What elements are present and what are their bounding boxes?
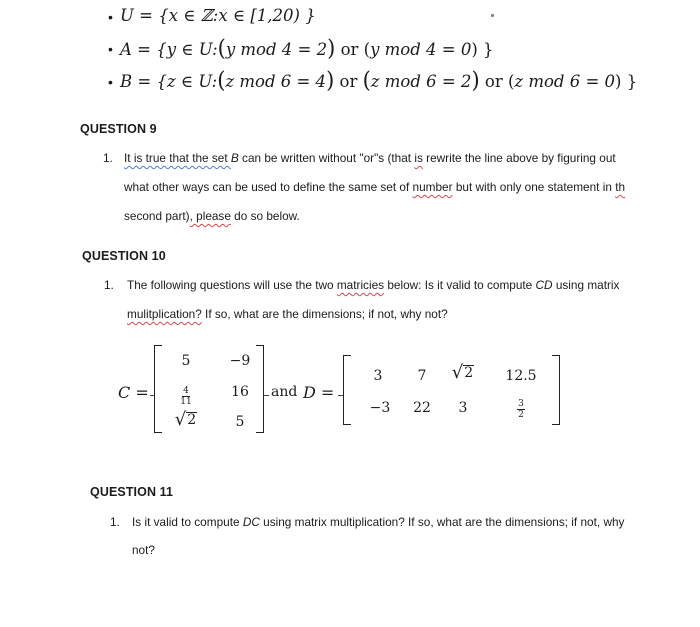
set-b-suffix: }: [626, 72, 638, 91]
matrix-d-label: D =: [303, 383, 335, 402]
set-b-definition: B = {z ∈ U:(z mod 6 = 4) or (z mod 6 = 2) or (z mod 6 = 0) }: [120, 67, 638, 93]
set-b-cond2: z mod 6 = 2: [370, 72, 472, 91]
matrix-c-cell: 16: [231, 384, 249, 400]
hook-line: [264, 395, 269, 396]
stray-dot: [491, 14, 494, 17]
matrix-d-cell: [501, 394, 541, 420]
matrix-d-cell: 12.5: [505, 368, 537, 384]
question11-number: 1.: [110, 515, 120, 529]
bullet: •: [108, 9, 113, 25]
set-a-definition: A = {y ∈ U:(y mod 4 = 2) or (y mod 4 = 0) }: [120, 35, 494, 61]
set-b-prefix: B = {z ∈ U:: [120, 72, 218, 91]
set-a-cond2: y mod 4 = 0: [370, 40, 472, 59]
question10-heading: QUESTION 10: [82, 249, 166, 263]
matrix-c-cell: [166, 381, 206, 407]
matrix-c-cell: 5: [181, 353, 191, 369]
matrix-c-label: C =: [118, 383, 149, 402]
set-a-prefix: A = {y ∈ U:: [120, 40, 218, 59]
set-a-suffix: }: [483, 40, 494, 59]
set-u-text: U = {x ∈ ℤ:x ∈ [1,20) }: [120, 6, 316, 25]
bullet: •: [108, 41, 113, 57]
matrix-d-cell: 22: [413, 400, 431, 416]
set-a-cond1: y mod 4 = 2: [225, 40, 328, 59]
fraction-3-2: $\frac{3}{2}$: [518, 399, 524, 420]
question9-line1: It is true that the set B can be written without "or"s (that is rewrite the line above by figuring out: [124, 151, 616, 165]
matrix-c-cell: [166, 409, 206, 430]
matrix-d-left-bracket: [343, 355, 351, 425]
matrix-c-cell: 5: [235, 414, 245, 430]
bullet: •: [108, 74, 113, 90]
matrix-d-cell: 7: [417, 368, 427, 384]
and-label: and: [271, 384, 298, 400]
matrix-d-cell: −3: [369, 400, 391, 416]
question11-heading: QUESTION 11: [90, 485, 174, 499]
matrix-d-cell: 3: [458, 400, 468, 416]
matrix-d-right-bracket: [552, 355, 560, 425]
question11-line1: Is it valid to compute DC using matrix multiplication? If so, what are the dimensions; if not, why: [132, 515, 625, 529]
matrix-c-left-bracket: [154, 345, 162, 433]
set-u-definition: [120, 6, 316, 25]
sqrt-2: √ 2: [174, 409, 197, 430]
question11-line2: not?: [132, 543, 155, 557]
question9-line3: second part), please do so below.: [124, 209, 300, 223]
or-word: or: [484, 72, 503, 91]
sqrt-2: √ 2: [451, 362, 474, 383]
matrix-d-cell: [443, 362, 483, 383]
question10-number: 1.: [104, 278, 114, 292]
question10-line2: mulitplication? If so, what are the dimensions; if not, why not?: [127, 307, 448, 321]
question9-number: 1.: [103, 151, 113, 165]
matrix-c-cell: −9: [229, 353, 251, 369]
question9-heading: QUESTION 9: [80, 122, 157, 136]
question10-line1: The following questions will use the two matricies below: Is it valid to compute CD using matrix: [127, 278, 620, 292]
question9-line2: what other ways can be used to define the same set of number but with only one statement in th: [124, 180, 626, 194]
matrix-d-cell: 3: [373, 368, 383, 384]
or-word: or: [339, 72, 358, 91]
fraction-4-11: $\frac{4}{11}$: [180, 386, 192, 407]
set-b-cond3: z mod 6 = 0: [514, 72, 616, 91]
or-word: or: [340, 40, 359, 59]
set-b-cond1: z mod 6 = 4: [225, 72, 327, 91]
